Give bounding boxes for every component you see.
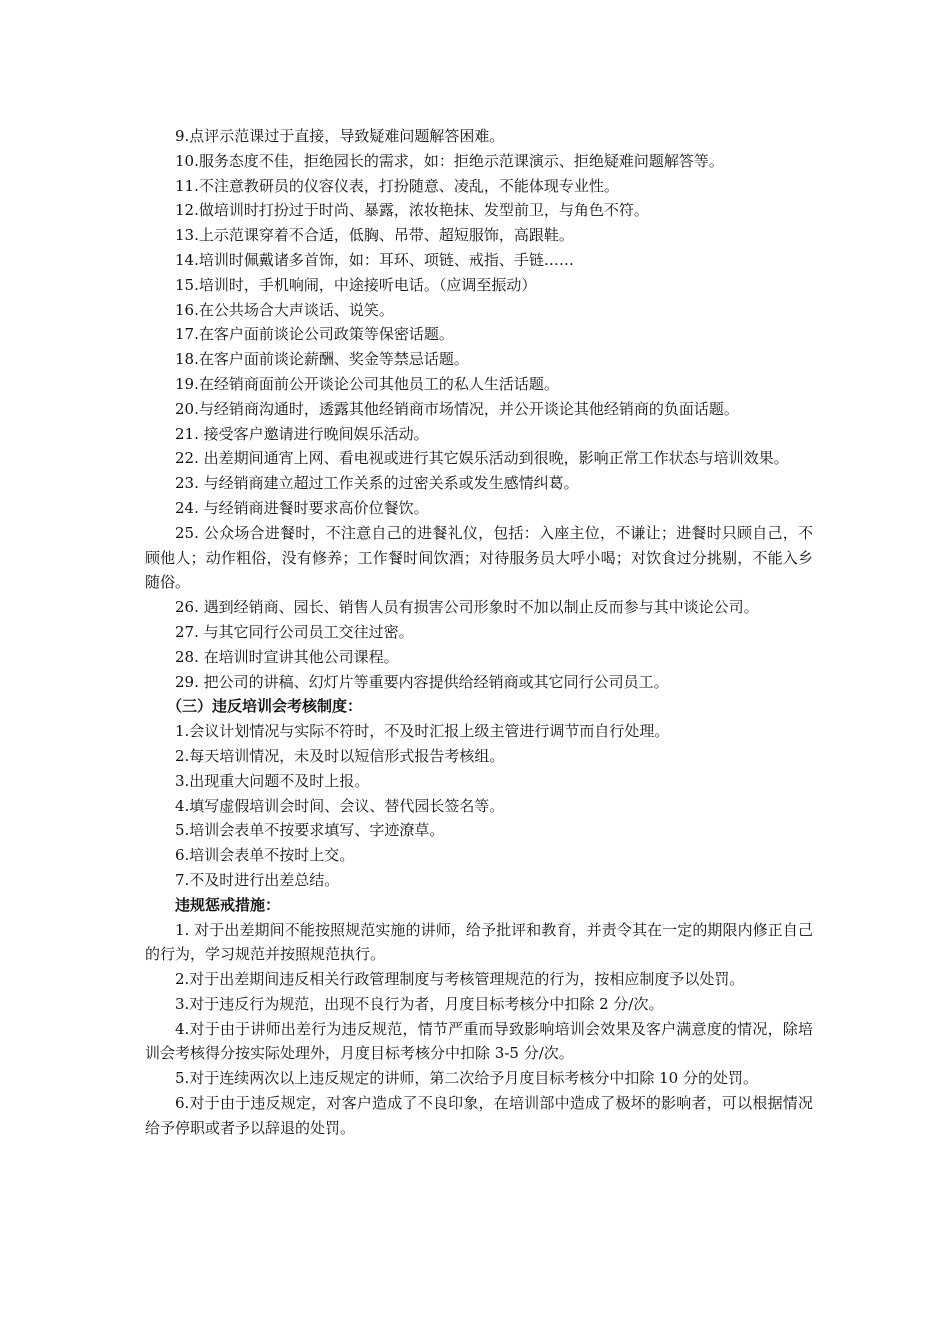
list-item: 1.会议计划情况与实际不符时，不及时汇报上级主管进行调节而自行处理。 (175, 722, 670, 741)
list-item: 24. 与经销商进餐时要求高价位餐饮。 (175, 498, 429, 517)
list-item: 25. 公众场合进餐时，不注意自己的进餐礼仪，包括：入座主位，不谦让；进餐时只顾自己，不顾他人；动作粗俗，没有修养；工作餐时间饮酒；对待服务员大呼小喝；对饮食过分挑剔，不能入乡随俗。 (145, 523, 813, 592)
list-item: 1. 对于出差期间不能按照规范实施的讲师，给予批评和教育，并责令其在一定的期限内修正自己的行为，学习规范并按照规范执行。 (145, 920, 813, 964)
section-heading-penalties: 违规惩戒措施： (175, 895, 281, 914)
list-item: 2.每天培训情况，未及时以短信形式报告考核组。 (175, 746, 505, 765)
list-item: 5.培训会表单不按要求填写、字迹潦草。 (175, 821, 445, 840)
list-item: 27. 与其它同行公司员工交往过密。 (175, 622, 414, 641)
list-item: 16.在公共场合大声谈话、说笑。 (175, 300, 394, 319)
list-item: 6.对于由于违反规定，对客户造成了不良印象，在培训部中造成了极坏的影响者，可以根据情况给予停职或者予以辞退的处罚。 (145, 1094, 813, 1137)
list-item: 7.不及时进行出差总结。 (175, 870, 340, 889)
list-item: 4.填写虚假培训会时间、会议、替代园长签名等。 (175, 796, 505, 815)
list-item: 15.培训时，手机响闹，中途接听电话。（应调至振动） (175, 275, 537, 294)
list-item: 5.对于连续两次以上违反规定的讲师，第二次给予月度目标考核分中扣除 10 分的处罚。 (175, 1069, 758, 1088)
list-item: 3.出现重大问题不及时上报。 (175, 771, 370, 790)
list-item: 29. 把公司的讲稿、幻灯片等重要内容提供给经销商或其它同行公司员工。 (175, 672, 669, 691)
list-item: 10.服务态度不佳，拒绝园长的需求，如：拒绝示范课演示、拒绝疑难问题解答等。 (175, 151, 724, 170)
list-item: 13.上示范课穿着不合适，低胸、吊带、超短服饰，高跟鞋。 (175, 226, 574, 245)
list-item: 12.做培训时打扮过于时尚、暴露，浓妆艳抹、发型前卫，与角色不符。 (175, 201, 649, 220)
list-item: 2.对于出差期间违反相关行政管理制度与考核管理规范的行为，按相应制度予以处罚。 (175, 970, 745, 989)
list-item: 17.在客户面前谈论公司政策等保密话题。 (175, 325, 454, 344)
list-item: 11.不注意教研员的仪容仪表，打扮随意、凌乱，不能体现专业性。 (175, 176, 619, 195)
list-item: 19.在经销商面前公开谈论公司其他员工的私人生活话题。 (175, 374, 559, 393)
list-item: 28. 在培训时宣讲其他公司课程。 (175, 647, 399, 666)
list-item: 14.培训时佩戴诸多首饰，如：耳环、项链、戒指、手链…… (175, 250, 574, 269)
list-item: 9.点评示范课过于直接，导致疑难问题解答困难。 (175, 127, 505, 145)
list-item: 6.培训会表单不按时上交。 (175, 846, 355, 865)
list-item: 18.在客户面前谈论薪酬、奖金等禁忌话题。 (175, 350, 469, 369)
list-item: 20.与经销商沟通时，透露其他经销商市场情况，并公开谈论其他经销商的负面话题。 (175, 399, 739, 418)
list-item: 4.对于由于讲师出差行为违反规范，情节严重而导致影响培训会效果及客户满意度的情况，除培训会考核得分按实际处理外，月度目标考核分中扣除 3-5 分/次。 (145, 1019, 813, 1063)
list-item: 26. 遇到经销商、园长、销售人员有损害公司形象时不加以制止反而参与其中谈论公司。 (175, 598, 759, 617)
list-item: 22. 出差期间通宵上网、看电视或进行其它娱乐活动到很晚，影响正常工作状态与培训效果。 (175, 449, 789, 468)
list-item: 23. 与经销商建立超过工作关系的过密关系或发生感情纠葛。 (175, 474, 579, 493)
list-item: 21. 接受客户邀请进行晚间娱乐活动。 (175, 424, 429, 443)
section-heading-training-assessment: （三）违反培训会考核制度： (167, 697, 363, 716)
list-item: 3.对于违反行为规范，出现不良行为者，月度目标考核分中扣除 2 分/次。 (175, 994, 664, 1013)
document-page (145, 124, 813, 1141)
